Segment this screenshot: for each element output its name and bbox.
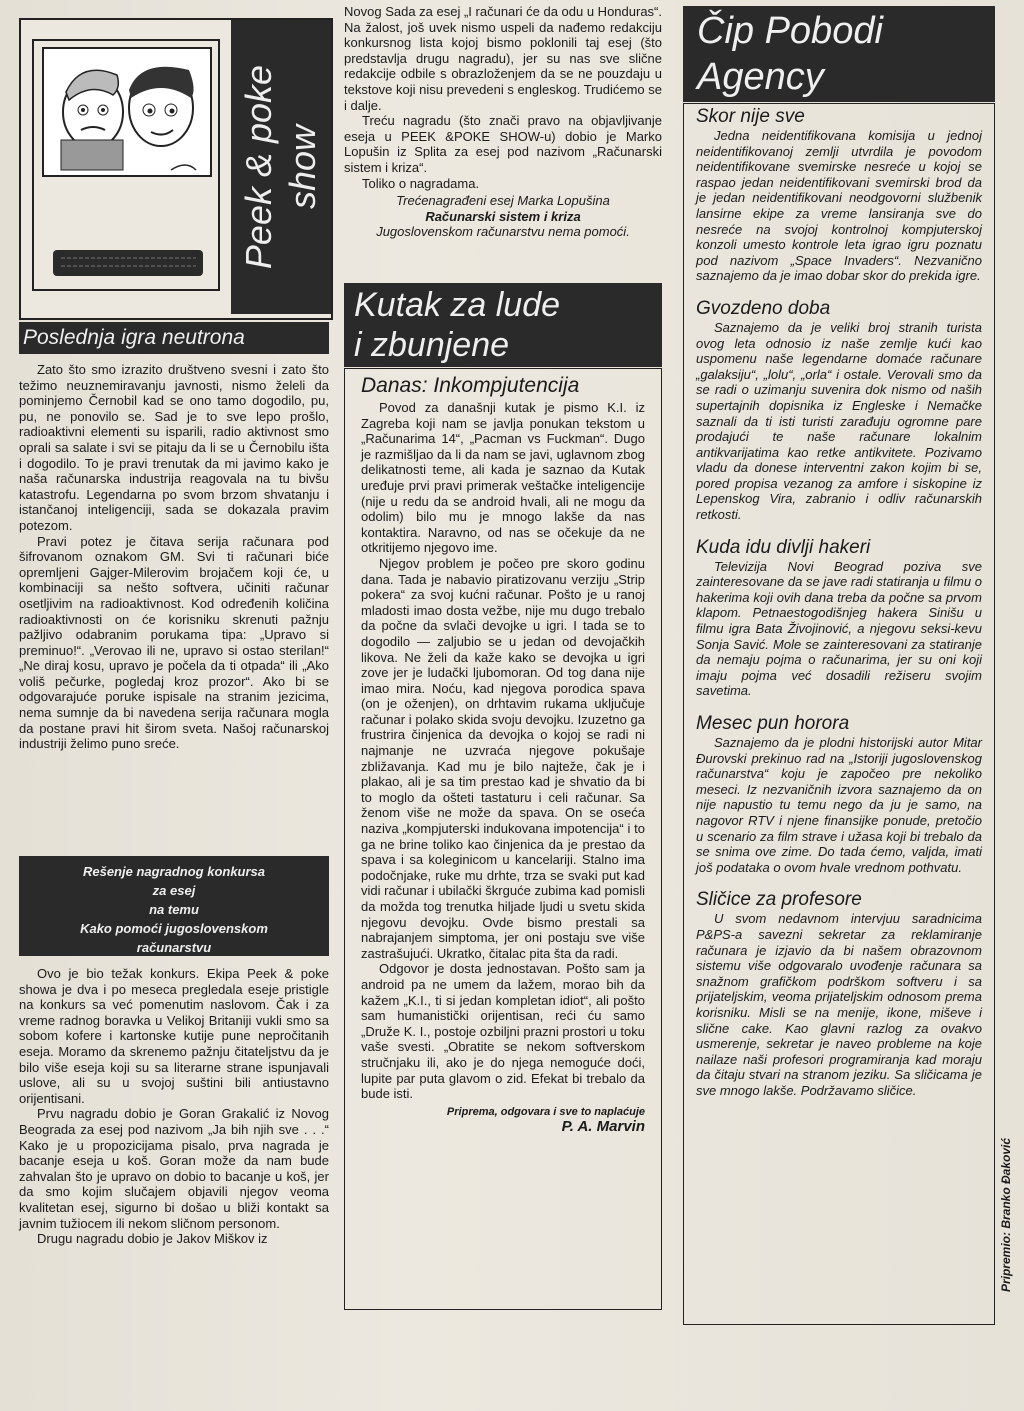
section-heading: Sličice za profesore (696, 889, 862, 911)
cartoon-illustration (21, 20, 221, 316)
section-title-line: i zbunjene (354, 326, 510, 364)
peek-poke-vertical-banner (231, 20, 331, 314)
peek-poke-show: show (282, 124, 323, 210)
credit-vertical (996, 1065, 1016, 1365)
article-title: Poslednja igra neutrona (19, 322, 329, 354)
paragraph: Prvu nagradu dobio je Goran Grakalić iz Novog Beograda za esej pod nazivom „Ja bih njih sve . . .“ Kako je u propozicijama pisalo, prva nagrada je bacanje eseja u koš. Goran može da nam bude zahvalan što je upravo on dobio to bacanje u koš, jer da smo kojim slučajem objavili njegov veoma kvalitetan esej, sigurno bi došao u bliži kontakt sa javnim tužiocem ili nekom sličnom personom. (19, 1106, 329, 1231)
contest-line: računarstvu (136, 940, 212, 955)
section-heading: Skor nije sve (696, 106, 805, 127)
article-body (19, 362, 329, 752)
paragraph: Novog Sada za esej „I računari će da odu u Honduras“. Na žalost, još uvek nismo uspeli da nađemo redakciju konkursnog lista kojoj bismo poklonili taj esej (što predstavlja drugu nagradu), jer su nas sve slične redakcije odbile s obrazloženjem da se ne pouzdaju u tekstove koji nisu prevedeni s engleskog. Trudićemo se i dalje. (344, 4, 662, 113)
paragraph: Treću nagradu (što znači pravo na objavljivanje eseja u PEEK &POKE SHOW-u) dobio je Marko Lopušin iz Splita za esej pod nazivom „Računarski sistem i kriza“. (344, 113, 662, 175)
contest-line: Rešenje nagradnog konkursa (82, 864, 266, 879)
section-heading: Gvozdeno doba (696, 297, 831, 319)
third-award-essay-title: Računarski sistem i kriza (425, 208, 581, 224)
contest-line: Kako pomoći jugoslovenskom (80, 921, 268, 936)
paragraph: Ovo je bio težak konkurs. Ekipa Peek & poke showa je dva i po meseca pregledala eseje pristigle na konkurs sa već pomenutim naslovom. Čak i za vreme radnog boravka u Velikoj Britaniji vukli smo sa sobom kofere i kartonske kutije pune nepročitanih eseja. Moramo da skrenemo pažnju čitateljstvu da je bilo više eseja koji su sa literarne strane ispunjavali uslove, ali su u svojoj suštini bili antiustavno orijentisani. (19, 966, 329, 1106)
paragraph: Toliko o nagradama. (362, 175, 480, 191)
contest-box (19, 856, 329, 956)
paragraph: Njegov problem je počeo pre skoro godinu dana. Tada je nabavio piratizovanu verziju „Strip pokera“ za svoj kućni računar. Pošto je u ranoj mladosti imao dosta vežbe, nije mu dugo trebalo da počne da svlači devojke u igri. I tada se to dogodilo — zaljubio se u jedan od devojačkih likova. Ne želi da kaže kako se devojka u igri zove jer je ludački ljubomoran. Od tog dana nije imao mira. Noću, kad njegova porodica spava (on je oženjen), on drhtavim rukama uključuje računar i polako skida svoju devojku. Izuzetno ga frustrira činjenica da devojka o kojoj se radi ni najmanje ne uzvraća njegove pokušaje zbližavanja. Kad mu je bilo najteže, čak je i plakao, ali je sa tim prestao kad je shvatio da bi to moglo da ošteti tastaturu i celi računar. Sa ženom više ne može da spava. On se oseća naziva „kompjuterski indukovana impotencija“ i to ga ne brine toliko kao činjenica da je prestao da spava i sa koleginicom u kancelariji. Stalno ima podočnjake, ruke mu drhte, trza se svaki put kad vidi računar i ubilački škrguće zubima kad pomisli da možda tog trenutka hiljade ljudi u svetu skida njegovu devojku. Ovde bismo prestali sa nabrajanjem simptoma, jer oni postaju sve više zastrašujući. Ukratko, čitalac pita šta da radi. (361, 555, 645, 961)
third-award-caption: Trećenagrađeni esej Marka Lopušina (396, 193, 610, 209)
section-heading: Mesec pun horora (696, 713, 850, 734)
paragraph: Televizija Novi Beograd poziva sve zainteresovane da se jave radi statiranja u filmu o hakerima koji ovih dana treba da počne sa prvom klapom. Petnaestogodišnjeg hakera Sinišu u filmu igra Bata Živojinović, a njegovu seksi-kevu Sonja Savić. Mole se zainteresovani za statiranje da nemaju pojma o računarima, jer su oni koji imaju pojma već dosadili režiseru svojim savetima. (696, 558, 982, 699)
contest-continued (344, 4, 662, 240)
section-heading: Kuda idu divlji hakeri (696, 536, 871, 558)
third-award-essay-text: Jugoslovenskom računarstvu nema pomoći. (376, 224, 630, 240)
peek-poke-header-box (19, 18, 333, 320)
paragraph: Saznajemo da je plodni historijski autor Mitar Đurovski prekinuo rad na „Istoriji jugoslovenskog računarstva“ koju je započeo pre nekoliko meseci. Iz nezvaničnih izvora saznajemo da on nije napustio tu temu nego da ju je samo, na nagovor RTV i njene finansijke ponude, pretočio u scenario za film strave i užasa koji bi trebalo da se snima ove zime. Do tada ćemo, valjda, imati još podataka o ovom hvale vrednom pothvatu. (696, 735, 982, 875)
kutak-box (344, 368, 662, 1310)
section-title-line: Kutak za lude (354, 286, 561, 324)
agency-title-box (683, 6, 995, 102)
kutak-body (361, 400, 645, 1102)
paragraph: Pravi potez je čitava serija računara pod šifrovanom oznakom GM. Svi ti računari biće opremljeni Gajger-Milerovim brojačem koji će, u kombinaciji sa nešto softvera, učiniti računar osetljivim na radioaktivnost. Kod određenih količina radioaktivnosti on će korisniku skrenuti pažnju pažljivo odabranim porukama tipa: „Upravo si preminuo!“. „Verovao ili ne, upravo si ostao sterilan!“ „Ne diraj kosu, upravo je počela da ti otpada“ ili „Ako voliš pečurke, pogledaj kroz prozor“. Ako bi se odgovarajuće poruke ispisale na stranim jezicima, nema sumnje da bi navedena serija računara mogla da postane pravi hit širom sveta. Našoj računarskoj industriji želimo puno sreće. (19, 533, 329, 752)
paragraph: Drugu nagradu dobio je Jakov Miškov iz (37, 1231, 268, 1247)
contest-line: za esej (152, 883, 196, 898)
agency-box (683, 103, 995, 1325)
paragraph: Povod za današnji kutak je pismo K.I. iz Zagreba koji nam se javlja ponukan tekstom u „Računarima 14“, „Pacman vs Fuckman“. Dugo je razmišljao da li da nam se javi, uglavnom zbog delikatnosti teme, ali kada je saznao da Kutak uređuje prvi pravi primerak veštačke inteligencije (nije u redu da se android hvali, ali ne mogu da odolim) bilo mu je mnogo lakše da nas kontaktira. Naravno, od nas se očekuje da ne otkritijemo njegovo ime. (361, 400, 645, 556)
peek-poke-title: Peek & poke (238, 64, 279, 270)
paragraph: Saznajemo da je veliki broj stranih turista ovog leta odnosio iz naše zemlje kući kao uspomenu naše legendarne domaće računare „galaksiju“, „lolu“, „orla“ i ostale. Verovali smo da se radi o uzimanju suvenira dok nismo od naših supertajnih dopisnika iz Engleske i Nemačke saznali da ti isti turisti zarađuju ogromne pare prodajući te naše računare lokalnim antikvarijatima kao retke antikvitete. Pozivamo vladu da donese interventni zakon kojim bi se, pored propisa vezanog za amfore i siskopine iz Lepenskog Vira, zabranio i odliv računarskih retkosti. (696, 319, 982, 523)
contest-body (19, 966, 329, 1247)
paragraph: Jedna neidentifikovana komisija u jednoj neidentifikovanoj zemlji utvrdila je povodom neidentifikovane svemirske nesreće u kojoj se raspao jedan neidentifikovani svemirski brod da je jedan neidentifikovani neodgovorni službenik lansirne ekipe za vreme lansiranja sve do nesreće na svojoj kontrolnoj kompjuterskoj konzoli umesto kontrole leta igrao igru poznatu pod nazivom „Space Invaders“. Nezvanično saznajemo da je imao dobar skor do prekida igre. (696, 128, 982, 284)
author-signature: P. A. Marvin (561, 1117, 645, 1135)
signoff-line: Priprema, odgovara i sve to naplaćuje (446, 1105, 645, 1118)
kutak-subtitle: Danas: Inkompjutencija (361, 374, 580, 397)
agency-title-line: Čip Pobodi (697, 10, 883, 52)
paragraph: Odgovor je dosta jednostavan. Pošto sam ja android pa ne umem da lažem, morao bih da kažem „K.I., ti si jedan kompletan idiot“, ali pošto sam humanistički orijentisan, reći ću samo „Druže K. I., postoje ozbiljni prazni prostori u toku vaše svesti. „Obratite se nekom softverskom stručnjaku ili, ako je do njega nemoguće doći, lupite par puta glavom o zid. Efekat bi trebalo da bude isti. (361, 961, 645, 1102)
section-title-box (344, 283, 662, 367)
credit-text: Pripremio: Branko Đaković (999, 1137, 1013, 1293)
paragraph: Zato što smo izrazito društveno svesni i zato što težimo neuznemiravanju javnosti, nismo želeli da pominjemo Černobil kad se ono tamo dogodilo, pu, pu, ne ponovilo se. Sad je to sve lepo prošlo, radioaktivni elementi su isparili, radio aktivnost smo oprali sa salate i svi se pitaju da li se u Černobilu išta i dogodilo. To je pravi trenutak da mi javimo kako je naša računarska industrija reagovala na tu bivšu katastrofu. Legendarna po svom brzom shvatanju i istančanoj inteligenciji, sada se dokazala pravim potezom. (19, 362, 329, 533)
agency-title-line: Agency (697, 56, 824, 98)
paragraph: U svom nedavnom intervjuu saradnicima P&PS-a savezni sekretar za reklamiranje računara je izjavio da bi našem obrazovnom sistemu više odgovaralo uvođenje računara sa snažnom grafičkom podrškom softveru i sa prijateljskim, veoma prijateljskim odnosom prema korisniku. Misli se na menije, ikone, miševe i slične cake. Kao glavni razlog za ovakvo usmerenje, sekretar je naveo probleme na koje nailaze naši profesori programiranja kad moraju da čitaju stvari na stranom jeziku. Sa sličicama je sve mnogo lakše. Podržavamo sličice. (696, 911, 982, 1098)
contest-line: na temu (149, 902, 199, 917)
